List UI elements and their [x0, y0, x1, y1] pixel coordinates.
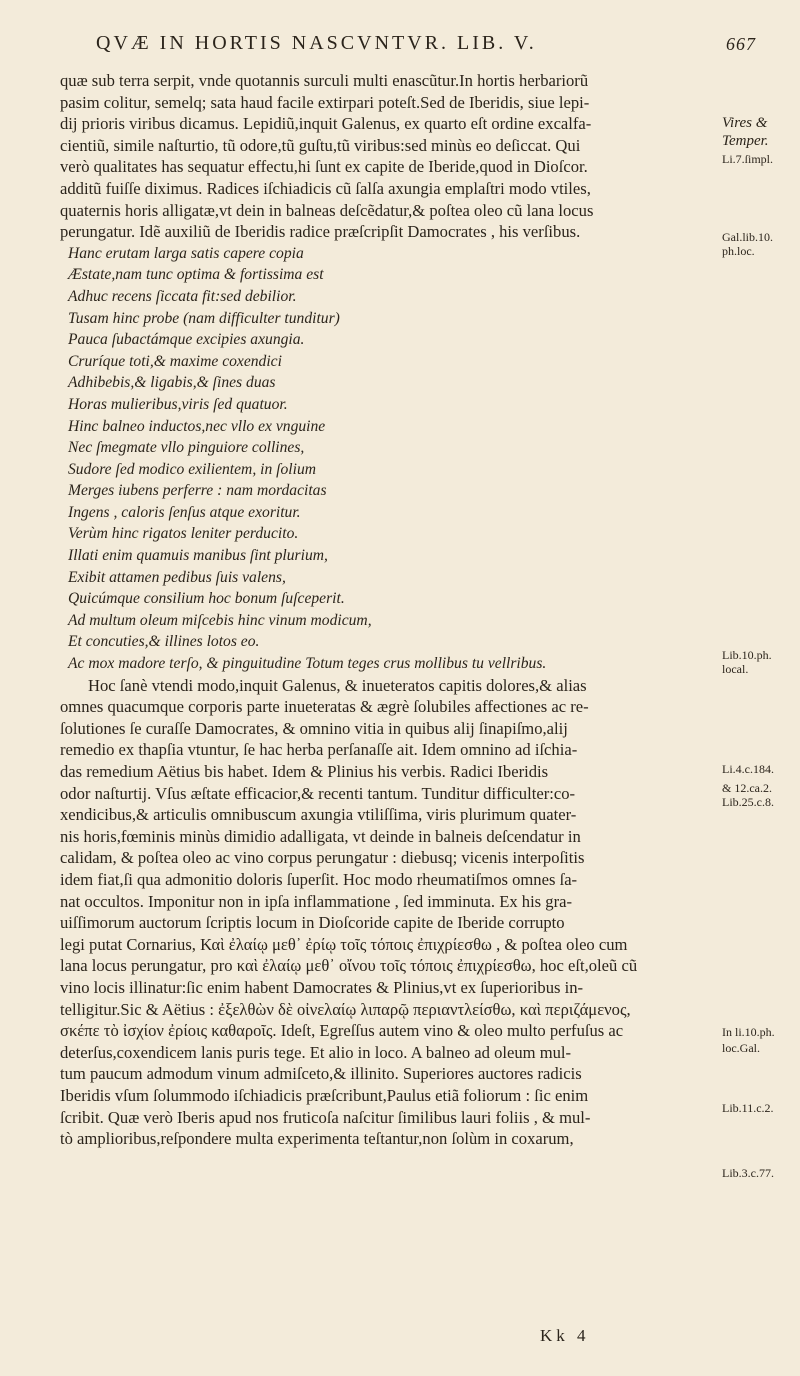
margin-note: local.: [722, 662, 749, 676]
margin-note: Li.4.c.184.: [722, 762, 774, 776]
catchword: Kk 4: [540, 1326, 590, 1345]
margin-note: Lib.10.ph.: [722, 648, 772, 662]
margin-note: ph.loc.: [722, 244, 755, 258]
verse-line: Hinc balneo inductos,nec vllo ex vnguine: [68, 417, 326, 435]
text-line: dij prioris viribus dicamus. Lepidiũ,inquit Galenus, ex quarto eſt ordine excalfa-: [60, 114, 592, 134]
verse-line: Exibit attamen pedibus ſuis valens,: [68, 568, 286, 586]
verse-line: Nec ſmegmate vllo pinguiore collines,: [68, 439, 305, 457]
header-title: QVÆ IN HORTIS NASCVNTVR. LIB. V.: [96, 32, 537, 54]
text-line: omnes quacumque corporis parte inueteratas & ægrè ſolubiles affectiones ac re-: [60, 697, 589, 717]
running-header: [96, 28, 756, 62]
text-line: uiſſimorum auctorum ſcriptis locum in Dioſcoride capite de Iberide corrupto: [60, 913, 565, 933]
verse-block: [60, 243, 720, 675]
margin-note: In li.10.ph.: [722, 1025, 775, 1039]
text-line: vino locis illinatur:ſic enim habent Damocrates & Plinius,vt ex ſuperioribus in-: [60, 977, 584, 997]
verse-line: Adhuc recens ſiccata fit:sed debilior.: [68, 287, 297, 305]
text-line: verò qualitates has sequatur effectu,hi ſunt ex capite de Iberide,quod in Dioſcor.: [60, 157, 588, 177]
verse-line: Cruríque toti,& maxime coxendici: [68, 352, 282, 370]
text-line: quæ sub terra serpit, vnde quotannis surculi multi enascũtur.In hortis herbariorũ: [60, 71, 589, 90]
text-line: additũ fuiſſe diximus. Radices iſchiadicis cũ ſalſa axungia emplaſtri modo vtiles,: [60, 178, 591, 198]
text-line: quaternis horis alligatæ,vt dein in balneas deſcẽdatur,& poſtea oleo cũ lana locus: [60, 200, 594, 220]
margin-note: Lib.25.c.8.: [722, 795, 774, 809]
text-line: Iberidis vſum ſolummodo iſchiadicis præſcribunt,Paulus etiã foliorum : ſic enim: [60, 1085, 589, 1105]
margin-note: Vires &: [722, 115, 768, 131]
margin-note: & 12.ca.2.: [722, 781, 772, 795]
text-line: lana locus perungatur, pro καὶ ἐλαίῳ μεθ᾽ οἴνου τοῖς τόποις ἐπιχρίεσθω, hoc eſt,oleũ cũ: [60, 956, 638, 976]
margin-note: Gal.lib.10.: [722, 230, 773, 244]
text-line: nis horis,fœminis minùs dimidio adalligata, vt deinde in balneis deſcendatur in: [60, 826, 581, 846]
text-line: ſcribit. Quæ verò Iberis apud nos fruticoſa naſcitur ſimilibus lauri foliis , & mul-: [60, 1107, 591, 1127]
verse-line: Hanc erutam larga satis capere copia: [68, 244, 304, 262]
text-line: σκέπε τὸ ἰσχίον ἐρίοις καθαροῖς. Ideſt, Egreſſus autem vino & oleo multo perfuſus ac: [60, 1021, 624, 1041]
page-number: 667: [726, 34, 756, 54]
verse-line: Ac mox madore terſo, & pinguitudine Totum teges crus mollibus tu vellribus.: [68, 655, 547, 673]
margin-note: Lib.3.c.77.: [722, 1166, 774, 1180]
verse-line: Æstate,nam tunc optima & fortissima est: [68, 266, 324, 284]
text-line: xendicibus,& articulis omnibuscum axungia vtiliſſima, viris plurimum quater-: [60, 805, 577, 825]
verse-line: Verùm hinc rigatos leniter perducito.: [68, 525, 299, 543]
text-line: nat occultos. Imponitur non in ipſa inflammatione , ſed imminuta. Ex his gra-: [60, 891, 572, 911]
text-line: idem fiat,ſi qua admonitio doloris ſuperſit. Hoc modo rheumatiſmos omnes ſa-: [60, 869, 578, 889]
verse-line: Illati enim quamuis manibus ſint plurium,: [68, 547, 328, 565]
text-line: remedio ex thapſia vtuntur, ſe hac herba perſanaſſe ait. Idem omnino ad iſchia-: [60, 740, 578, 760]
verse-line: Horas mulieribus,viris ſed quatuor.: [68, 395, 288, 413]
text-line: cientiũ, simile naſturtio, tũ odore,tũ guſtu,tũ viribus:sed minùs eo deſiccat. Qui: [60, 135, 581, 155]
verse-line: Ad multum oleum miſcebis hinc vinum modicum,: [68, 611, 372, 629]
verse-line: Ingens , caloris ſenſus atque exoritur.: [68, 503, 301, 521]
verse-line: Pauca ſubactámque excipies axungia.: [68, 331, 305, 349]
text-line: tò amplioribus,reſpondere multa experimenta teſtantur,non ſolùm in coxarum,: [60, 1129, 574, 1149]
verse-line: Et concuties,& illines lotos eo.: [68, 633, 260, 651]
verse-line: Quicúmque consilium hoc bonum ſuſceperit.: [68, 590, 345, 608]
verse-line: Merges iubens perferre : nam mordacitas: [68, 482, 327, 500]
text-line: legi putat Cornarius, Καὶ ἐλαίῳ μεθ᾽ ἐρίῳ τοῖς τόποις ἐπιχρίεσθω , & poſtea oleo cum: [60, 934, 628, 954]
margin-note: loc.Gal.: [722, 1041, 760, 1055]
verse-line: Adhibebis,& ligabis,& ſines duas: [68, 374, 276, 392]
text-line: deterſus,coxendicem lanis puris tege. Et alio in loco. A balneo ad oleum mul-: [60, 1042, 572, 1062]
verse-line: Sudore ſed modico exilientem, in ſolium: [68, 460, 316, 478]
text-line: odor naſturtij. Vſus æſtate efficacior,& recenti tantum. Tunditur difficulter:co-: [60, 783, 576, 803]
text-line: telligitur.Sic & Aëtius : ἐξελθὼν δὲ οἰνελαίῳ λιπαρῷ περιαντλείσθω, καὶ περιζάμενος,: [60, 999, 631, 1019]
text-line: tum paucum admodum vinum admiſceto,& illinito. Superiores auctores radicis: [60, 1064, 582, 1084]
text-line: ſolutiones ſe curaſſe Damocrates, & omnino vitia in quibus alij ſinapiſmo,alij: [60, 718, 568, 738]
text-line: das remedium Aëtius bis habet. Idem & Plinius his verbis. Radici Iberidis: [60, 762, 549, 781]
margin-note: Temper.: [722, 133, 769, 149]
text-line: calidam, & poſtea oleo ac vino corpus perungatur : diebusq; vicenis interpoſitis: [60, 848, 585, 868]
margin-note: Lib.11.c.2.: [722, 1101, 774, 1115]
main-text: [60, 70, 720, 1150]
text-line: perungatur. Idẽ auxiliũ de Iberidis radice præſcripſit Damocrates , his verſibus.: [60, 222, 581, 242]
margin-note: Li.7.ſimpl.: [722, 152, 773, 166]
text-line: pasim colitur, semelq; sata haud facile extirpari poteſt.Sed de Iberidis, siue lepi-: [60, 92, 590, 112]
verse-line: Tusam hinc probe (nam difficulter tunditur): [68, 309, 340, 327]
text-line: Hoc ſanè vtendi modo,inquit Galenus, & inueteratos capitis dolores,& alias: [88, 675, 587, 695]
